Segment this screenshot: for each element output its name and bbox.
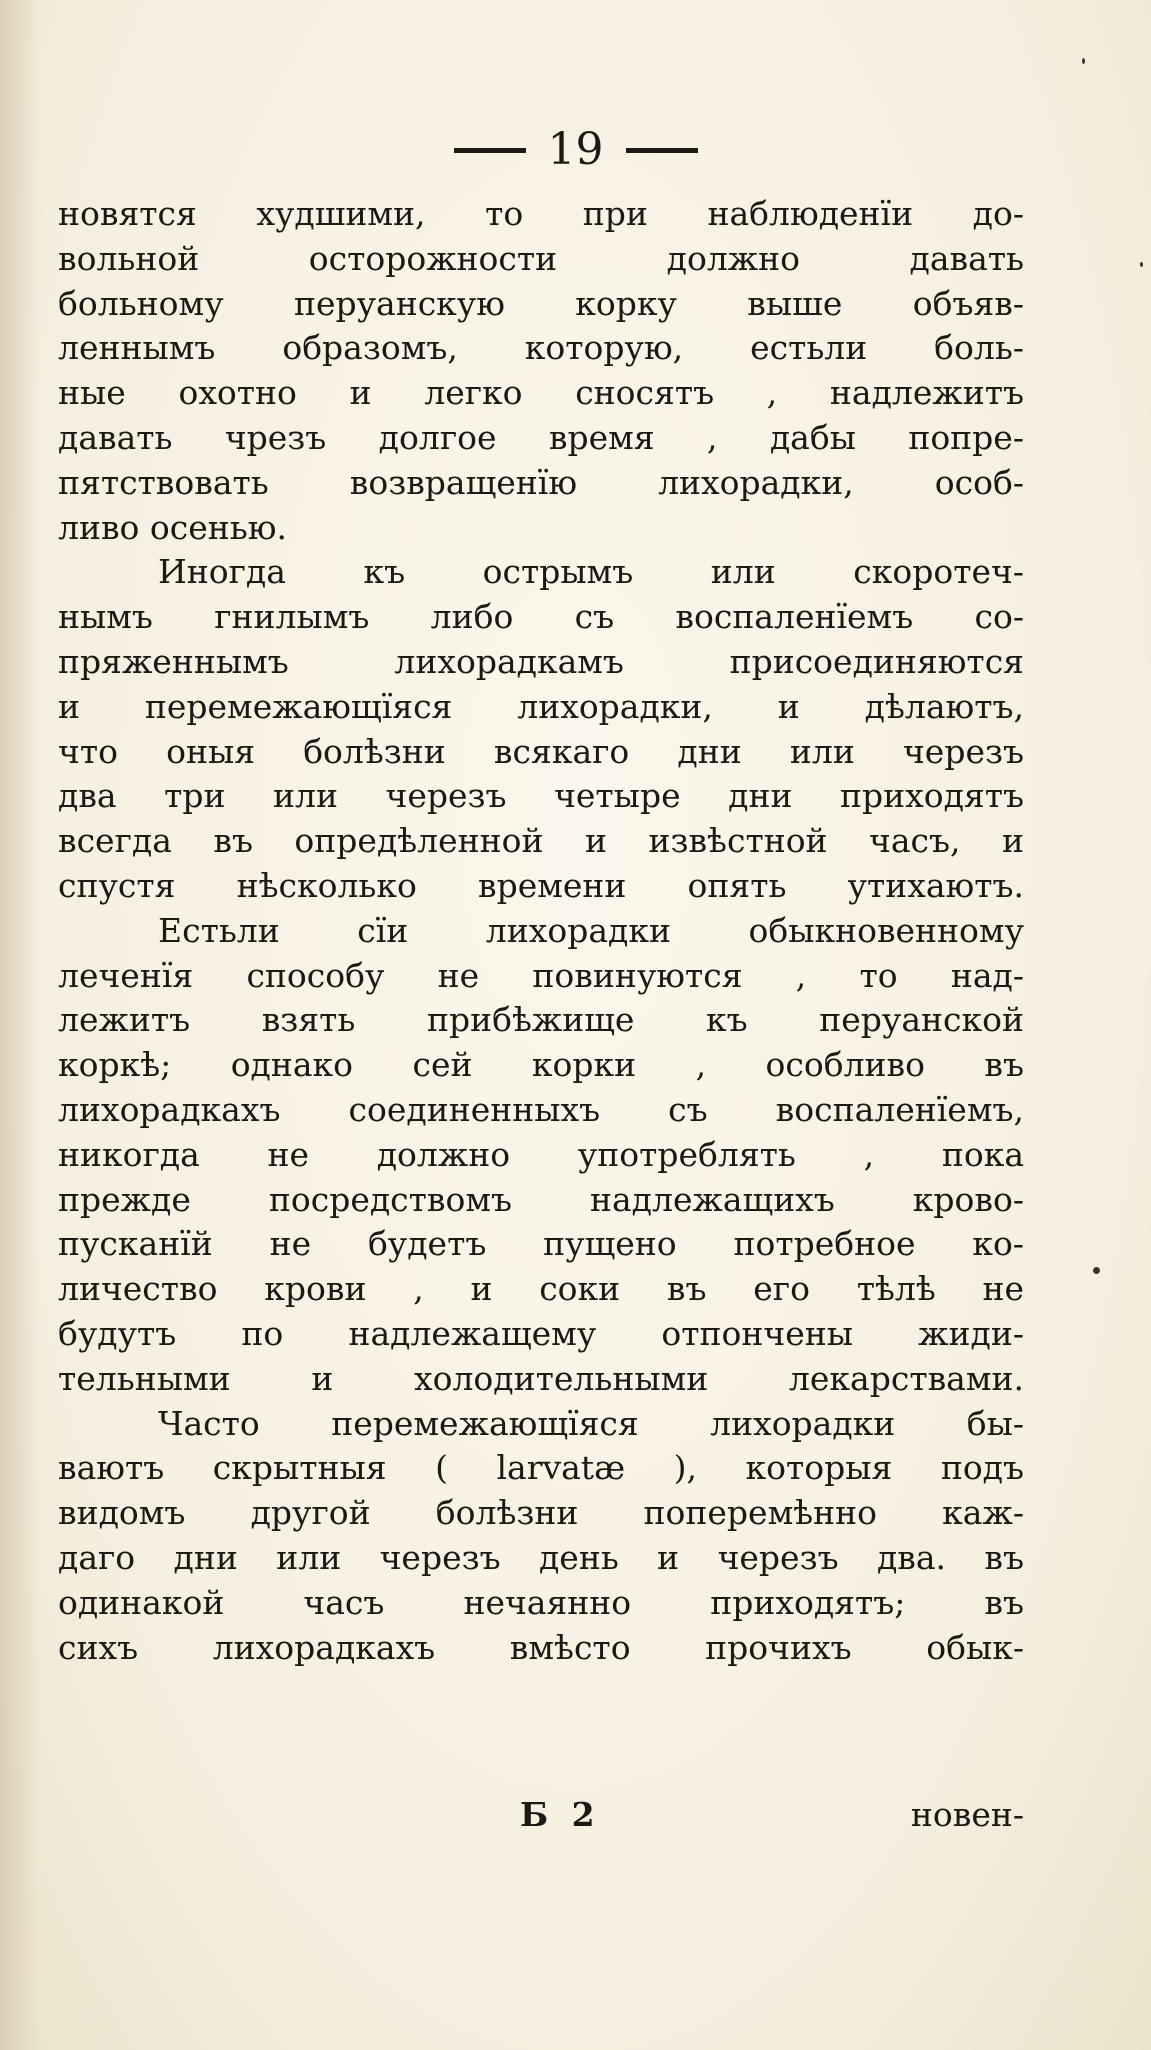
- text-line: больному перуанскую корку выше объяв-: [58, 283, 1024, 323]
- text-line: пусканїй не будетъ пущено потребное ко-: [58, 1224, 1024, 1264]
- text-line: сихъ лихорадкахъ вмѣсто прочихъ обык-: [58, 1627, 1024, 1667]
- text-line: лежитъ взять прибѣжище къ перуанской: [58, 1000, 1024, 1040]
- text-line: Часто перемежающїяся лихорадки бы-: [158, 1403, 1024, 1443]
- text-line: спустя нѣсколько времени опять утихаютъ.: [58, 865, 1024, 905]
- text-line: новятся худшими, то при наблюденїи до-: [58, 194, 1024, 233]
- header-rule-right: [626, 148, 698, 153]
- text-line: Естьли сїи лихорадки обыкновенному: [158, 910, 1024, 950]
- text-line: видомъ другой болѣзни поперемѣнно каж-: [58, 1493, 1024, 1533]
- page-number: 19: [547, 124, 604, 175]
- text-line: ливо осенью.: [58, 507, 287, 547]
- text-line: нымъ гнилымъ либо съ воспаленїемъ со-: [58, 597, 1024, 637]
- text-line: будутъ по надлежащему отпончены жиди-: [58, 1313, 1024, 1353]
- text-line: леченїя способу не повинуются , то над-: [58, 955, 1024, 995]
- text-line: и перемежающїяся лихорадки, и дѣлаютъ,: [58, 686, 1024, 726]
- text-line: ные охотно и легко сносятъ , надлежитъ: [58, 373, 1024, 413]
- text-line: даго дни или черезъ день и черезъ два. въ: [58, 1537, 1024, 1577]
- text-line: давать чрезъ долгое время , дабы попре-: [58, 417, 1024, 457]
- text-line: пряженнымъ лихорадкамъ присоединяются: [58, 641, 1024, 681]
- text-line: Иногда къ острымъ или скоротеч-: [158, 552, 1024, 592]
- gutter-shadow: [0, 0, 40, 2050]
- header-rule-left: [454, 148, 526, 153]
- text-line: прежде посредствомъ надлежащихъ крово-: [58, 1179, 1024, 1219]
- text-line: всегда въ опредѣленной и извѣстной часъ, и: [58, 821, 1024, 861]
- catchword: новен-: [910, 1795, 1024, 1834]
- text-line: одинакой часъ нечаянно приходятъ; въ: [58, 1582, 1024, 1622]
- page-header: [0, 120, 1151, 180]
- text-line: личество крови , и соки въ его тѣлѣ не: [58, 1269, 1024, 1309]
- text-line: ваютъ скрытныя ( larvatæ ), которыя подъ: [58, 1448, 1024, 1488]
- body-text: [58, 192, 1024, 1670]
- text-line: леннымъ образомъ, которую, естьли боль-: [58, 328, 1024, 368]
- text-line: два три или черезъ четыре дни приходятъ: [58, 776, 1024, 816]
- page-footer: [0, 1795, 1151, 1845]
- text-line: лихорадкахъ соединенныхъ съ воспаленїемъ,: [58, 1089, 1024, 1129]
- text-line: вольной осторожности должно давать: [58, 238, 1024, 278]
- ink-speck: [1093, 1267, 1100, 1274]
- text-line: пятствовать возвращенїю лихорадки, особ-: [58, 462, 1024, 502]
- text-line: что оныя болѣзни всякаго дни или черезъ: [58, 731, 1024, 771]
- text-line: коркѣ; однако сей корки , особливо въ: [58, 1045, 1024, 1085]
- ink-speck: [1140, 262, 1143, 267]
- text-line: тельными и холодительными лекарствами.: [58, 1358, 1024, 1398]
- ink-speck: [1082, 58, 1085, 64]
- text-line: никогда не должно употреблять , пока: [58, 1134, 1024, 1174]
- signature-mark: Б 2: [520, 1795, 601, 1834]
